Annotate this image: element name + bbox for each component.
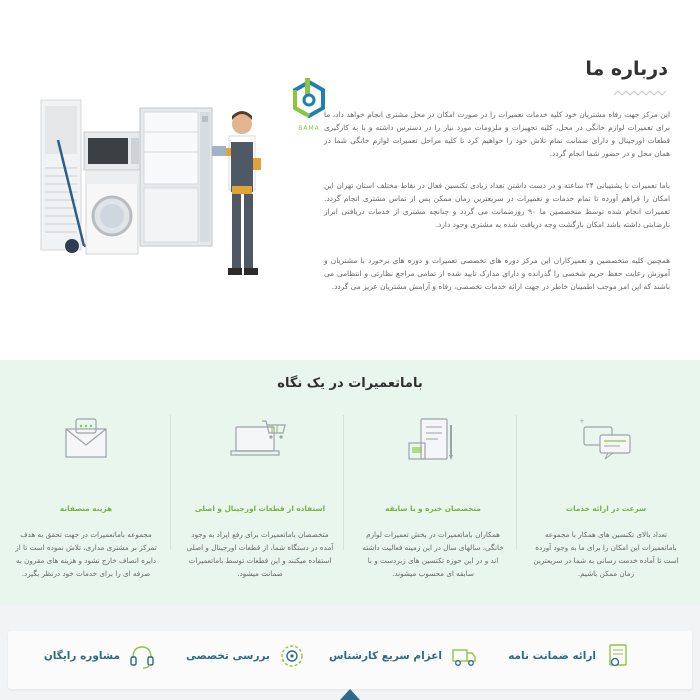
gear-badge-icon	[278, 642, 306, 670]
service-label: اعزام سریع کارشناس	[328, 650, 442, 662]
service-expert-inspection[interactable]	[186, 641, 306, 671]
services-bar	[8, 631, 692, 689]
feature-expert-technicians	[347, 415, 519, 578]
chat-bubbles-icon	[574, 415, 638, 465]
laptop-cart-icon	[228, 415, 292, 465]
service-label: بررسی تخصصی	[186, 650, 270, 662]
brand-logo[interactable]	[289, 78, 329, 134]
feature-title: هزینه منصفانه	[59, 504, 113, 513]
about-paragraph-2: باما تعمیرات با پشتیبانی ۲۴ ساعته و در دست داشتن تعداد زیادی تکنسین فعال در نقاط مختلف استان تهران این امکان را فراهم آورده تا تمام خدمات و تعمیرات در سریعترین زمان ممکن پس از تماس مشتری انجام گردد. تعمیرات انجام شده توسط متخصصین ما ۹۰ روزضمانت می گردد و چنانچه مشتری از خدمات دریافتی ابراز نارضایتی داشته باشد امکان بازگشت وجه دریافت شده به مشتری وجود دارد.	[324, 181, 671, 229]
svg-text:+: +	[579, 417, 585, 425]
envelope-icon	[54, 415, 118, 465]
feature-fair-price	[0, 415, 172, 578]
feature-fast-service	[520, 415, 692, 578]
about-paragraph-3: همچنین کلیه متخصصین و تعمیرکاران این مرکز دوره های تخصصی تعمیرات و دوره های برخورد با مشتریان و آموزش رعایت حفظ حریم شخصی را گذرانده و دارای مدارک تایید شده از تمامی مراجع نظارتی و انتظامی می باشند که این امر موجب اطمینان خاطر در جهت ارائه خدمات تخصصی، رفاه و آرامش مشتریان عزیز می گردد.	[324, 256, 670, 291]
service-label: مشاوره رایگان	[43, 650, 120, 662]
services-bar-section	[0, 605, 700, 700]
headset-icon	[128, 642, 156, 670]
feature-description: متخصصان باماتعمیرات برای رفع ایراد به وجود آمده در دستگاه شما، از قطعات اورجینال و اصلی استفاده میکنند و این قطعات توسط باماتعمیرات ضمانت میشود.	[186, 530, 334, 578]
documents-icon	[401, 415, 465, 465]
washing-machine	[86, 172, 138, 254]
truck-icon	[450, 642, 478, 670]
feature-description: همکاران باماتعمیرات در بخش تعمیرات لوازم خانگی، سالهای سال در این زمینه فعالیت داشته اند و در این حوزه تکنسین های زبردست و با سابقه ای محسوب میشوند.	[362, 530, 504, 578]
certificate-icon	[604, 642, 632, 670]
feature-description: مجموعه باماتعمیرات در جهت تحقق به هدف تمرکز بر مشتری مداری، تلاش نموده است تا از دایره انصاف خارج نشود و هزینه های مقرون به صرفه ای را برای خدمات خود درنظر بگیرد.	[15, 530, 157, 578]
feature-title: سرعت در ارائه خدمات	[565, 504, 647, 513]
service-label: ارائه ضمانت نامه	[508, 650, 596, 662]
microwave	[84, 132, 142, 170]
technician	[212, 111, 261, 275]
hand-truck-wheel	[65, 239, 79, 253]
at-a-glance-section	[0, 360, 700, 605]
feature-title: استفاده از قطعات اورجینال و اصلی	[194, 504, 326, 513]
about-paragraph-1: این مرکز جهت رفاه مشتریان خود کلیه خدمات تعمیرات را در صورت امکان در محل مشتری انجام خواهد داد، ما برای تعمیرات لوازم خانگی در محل، کلیه تجهیزات و ملزومات مورد نیاز را در دسترس داشته و با به کارگیری قطعات اورجینال و دارای ضمانت تمام تلاش خود را خواهیم کرد تا کلیه مراحل تعمیرات لوازم خانگی شما در همان محل و در حضور شما انجام گردد.	[324, 110, 670, 158]
appliances-technician-illustration	[36, 98, 276, 288]
service-free-consultation[interactable]	[44, 641, 156, 671]
service-fast-dispatch[interactable]	[329, 641, 478, 671]
service-warranty[interactable]	[508, 641, 632, 671]
feature-description: تعداد بالای تکنسین های همکار با مجموعه باماتعمیرات این امکان را برای ما به وجود آورده است تا آماده خدمت رسانی به شما در سریعترین زمان ممکن باشیم.	[533, 530, 679, 578]
refrigerator	[140, 108, 212, 246]
about-title: درباره ما	[585, 58, 668, 80]
feature-title: متخصصان خبره و با سابقه	[385, 504, 481, 513]
brand-logo-text: BAMA	[298, 125, 320, 132]
feature-original-parts	[174, 415, 346, 578]
glance-title: باماتعمیرات در یک نگاه	[277, 376, 423, 391]
floor-ac-unit	[41, 100, 81, 250]
title-zigzag-decoration	[614, 90, 668, 96]
section-pointer-triangle	[340, 689, 360, 700]
